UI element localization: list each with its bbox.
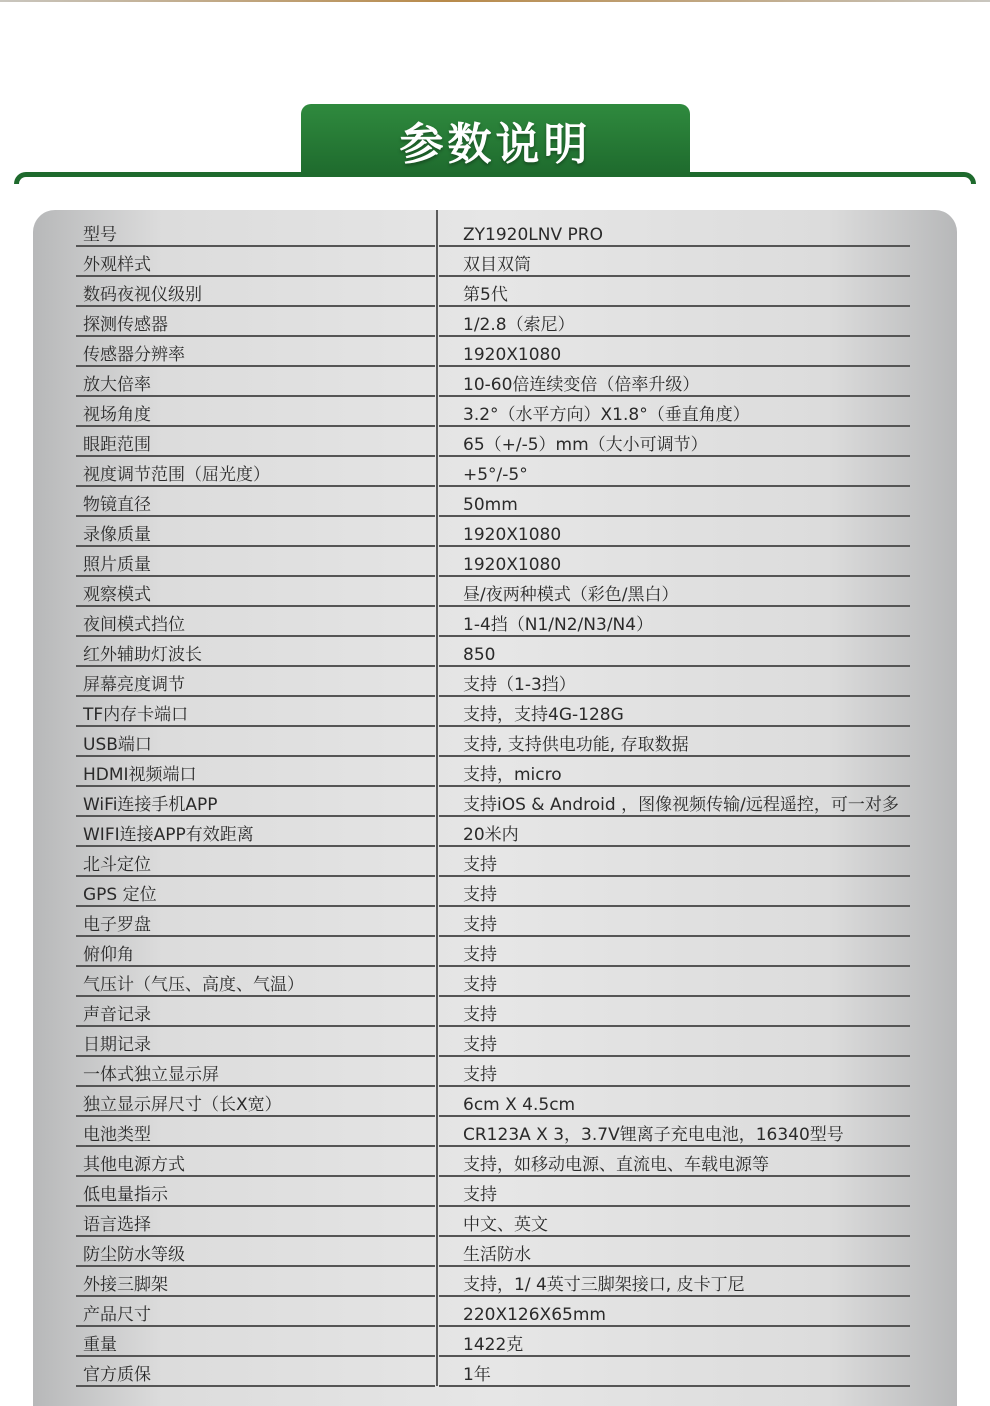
spec-value: 850 bbox=[463, 645, 496, 665]
spec-label: TF内存卡端口 bbox=[83, 705, 189, 725]
spec-row bbox=[0, 846, 990, 876]
spec-label: 语言选择 bbox=[83, 1215, 151, 1235]
spec-value: 第5代 bbox=[463, 285, 508, 305]
spec-row bbox=[0, 936, 990, 966]
spec-label: 眼距范围 bbox=[83, 435, 151, 455]
spec-row bbox=[0, 276, 990, 306]
spec-row bbox=[0, 1026, 990, 1056]
spec-label: HDMI视频端口 bbox=[83, 765, 197, 785]
spec-value: 支持 bbox=[463, 885, 497, 905]
spec-row bbox=[0, 966, 990, 996]
spec-row bbox=[0, 1206, 990, 1236]
spec-label: 重量 bbox=[83, 1335, 117, 1355]
spec-label: 探测传感器 bbox=[83, 315, 168, 335]
spec-label: 观察模式 bbox=[83, 585, 151, 605]
spec-value: 支持，如移动电源、直流电、车载电源等 bbox=[463, 1155, 769, 1175]
spec-row bbox=[0, 396, 990, 426]
spec-label: 官方质保 bbox=[83, 1365, 151, 1385]
spec-value: CR123A X 3，3.7V锂离子充电电池，16340型号 bbox=[463, 1125, 844, 1145]
spec-value: 支持（1-3挡） bbox=[463, 675, 576, 695]
spec-row bbox=[0, 1116, 990, 1146]
spec-row bbox=[0, 1056, 990, 1086]
spec-value: 50mm bbox=[463, 495, 518, 515]
spec-value: 支持iOS & Android ，图像视频传输/远程遥控，可一对多 bbox=[463, 795, 899, 815]
spec-row bbox=[0, 606, 990, 636]
spec-value: 3.2°（水平方向）X1.8°（垂直角度） bbox=[463, 405, 750, 425]
spec-row bbox=[0, 906, 990, 936]
spec-row bbox=[0, 876, 990, 906]
spec-row bbox=[0, 696, 990, 726]
spec-label: GPS 定位 bbox=[83, 885, 157, 905]
spec-label: 北斗定位 bbox=[83, 855, 151, 875]
spec-label: 声音记录 bbox=[83, 1005, 151, 1025]
row-separator bbox=[439, 1385, 910, 1387]
spec-label: 物镜直径 bbox=[83, 495, 151, 515]
spec-value: 1422克 bbox=[463, 1335, 524, 1355]
spec-row bbox=[0, 486, 990, 516]
spec-label: 电池类型 bbox=[83, 1125, 151, 1145]
spec-label: WIFI连接APP有效距离 bbox=[83, 825, 254, 845]
spec-label: USB端口 bbox=[83, 735, 152, 755]
spec-row bbox=[0, 1146, 990, 1176]
spec-row bbox=[0, 546, 990, 576]
spec-value: 双目双筒 bbox=[463, 255, 531, 275]
page-title: 参数说明 bbox=[399, 119, 592, 170]
spec-value: 昼/夜两种模式（彩色/黑白） bbox=[463, 585, 679, 605]
spec-value: 支持 bbox=[463, 915, 497, 935]
spec-value: 支持，支持4G-128G bbox=[463, 705, 624, 725]
spec-value: ZY1920LNV PRO bbox=[463, 225, 603, 245]
spec-row bbox=[0, 756, 990, 786]
spec-value: 支持 bbox=[463, 1005, 497, 1025]
spec-label: WiFi连接手机APP bbox=[83, 795, 218, 815]
spec-value: 支持，1/ 4英寸三脚架接口, 皮卡丁尼 bbox=[463, 1275, 745, 1295]
spec-value: 6cm X 4.5cm bbox=[463, 1095, 576, 1115]
spec-label: 电子罗盘 bbox=[83, 915, 151, 935]
spec-label: 录像质量 bbox=[83, 525, 151, 545]
spec-row bbox=[0, 1176, 990, 1206]
spec-label: 夜间模式挡位 bbox=[83, 615, 185, 635]
spec-row bbox=[0, 786, 990, 816]
spec-label: 外观样式 bbox=[83, 255, 151, 275]
spec-value: 支持，micro bbox=[463, 765, 562, 785]
top-decorative-stripe bbox=[0, 0, 990, 2]
spec-row bbox=[0, 1236, 990, 1266]
spec-row bbox=[0, 576, 990, 606]
spec-label: 其他电源方式 bbox=[83, 1155, 185, 1175]
spec-label: 俯仰角 bbox=[83, 945, 134, 965]
spec-value: 65（+/-5）mm（大小可调节） bbox=[463, 435, 708, 455]
spec-label: 气压计（气压、高度、气温） bbox=[83, 975, 304, 995]
spec-value: 支持 bbox=[463, 945, 497, 965]
spec-value: 1920X1080 bbox=[463, 525, 562, 545]
spec-label: 传感器分辨率 bbox=[83, 345, 185, 365]
spec-value: 1年 bbox=[463, 1365, 491, 1385]
spec-label: 照片质量 bbox=[83, 555, 151, 575]
spec-value: 220X126X65mm bbox=[463, 1305, 606, 1325]
spec-label: 视场角度 bbox=[83, 405, 151, 425]
spec-value: 支持, 支持供电功能, 存取数据 bbox=[463, 735, 689, 755]
spec-value: 20米内 bbox=[463, 825, 519, 845]
spec-row bbox=[0, 636, 990, 666]
spec-value: 1-4挡（N1/N2/N3/N4） bbox=[463, 615, 654, 635]
spec-value: +5°/-5° bbox=[463, 465, 528, 485]
spec-value: 1920X1080 bbox=[463, 345, 562, 365]
title-underline bbox=[14, 172, 976, 184]
spec-label: 视度调节范围（屈光度） bbox=[83, 465, 270, 485]
spec-label: 型号 bbox=[83, 225, 117, 245]
spec-value: 1920X1080 bbox=[463, 555, 562, 575]
spec-label: 防尘防水等级 bbox=[83, 1245, 185, 1265]
spec-row bbox=[0, 1266, 990, 1296]
spec-value: 中文、英文 bbox=[463, 1215, 548, 1235]
spec-row bbox=[0, 336, 990, 366]
spec-label: 红外辅助灯波长 bbox=[83, 645, 202, 665]
spec-label: 数码夜视仪级别 bbox=[83, 285, 202, 305]
spec-row bbox=[0, 306, 990, 336]
title-banner bbox=[301, 104, 690, 176]
spec-value: 10-60倍连续变倍（倍率升级） bbox=[463, 375, 700, 395]
spec-value: 支持 bbox=[463, 1035, 497, 1055]
spec-value: 支持 bbox=[463, 975, 497, 995]
spec-row bbox=[0, 516, 990, 546]
spec-label: 产品尺寸 bbox=[83, 1305, 151, 1325]
row-separator bbox=[76, 1385, 435, 1387]
spec-label: 放大倍率 bbox=[83, 375, 151, 395]
spec-label: 一体式独立显示屏 bbox=[83, 1065, 219, 1085]
spec-row bbox=[0, 246, 990, 276]
spec-label: 日期记录 bbox=[83, 1035, 151, 1055]
spec-row bbox=[0, 366, 990, 396]
spec-row bbox=[0, 216, 990, 246]
spec-row bbox=[0, 726, 990, 756]
spec-row bbox=[0, 816, 990, 846]
spec-label: 独立显示屏尺寸（长X宽） bbox=[83, 1095, 282, 1115]
spec-row bbox=[0, 1356, 990, 1386]
spec-row bbox=[0, 1326, 990, 1356]
spec-value: 支持 bbox=[463, 1065, 497, 1085]
spec-row bbox=[0, 426, 990, 456]
spec-row bbox=[0, 456, 990, 486]
spec-row bbox=[0, 1086, 990, 1116]
spec-value: 支持 bbox=[463, 855, 497, 875]
spec-value: 支持 bbox=[463, 1185, 497, 1205]
spec-label: 低电量指示 bbox=[83, 1185, 168, 1205]
spec-value: 生活防水 bbox=[463, 1245, 531, 1265]
spec-label: 屏幕亮度调节 bbox=[83, 675, 185, 695]
spec-value: 1/2.8（索尼） bbox=[463, 315, 575, 335]
spec-row bbox=[0, 1296, 990, 1326]
spec-label: 外接三脚架 bbox=[83, 1275, 168, 1295]
spec-row bbox=[0, 666, 990, 696]
spec-row bbox=[0, 996, 990, 1026]
